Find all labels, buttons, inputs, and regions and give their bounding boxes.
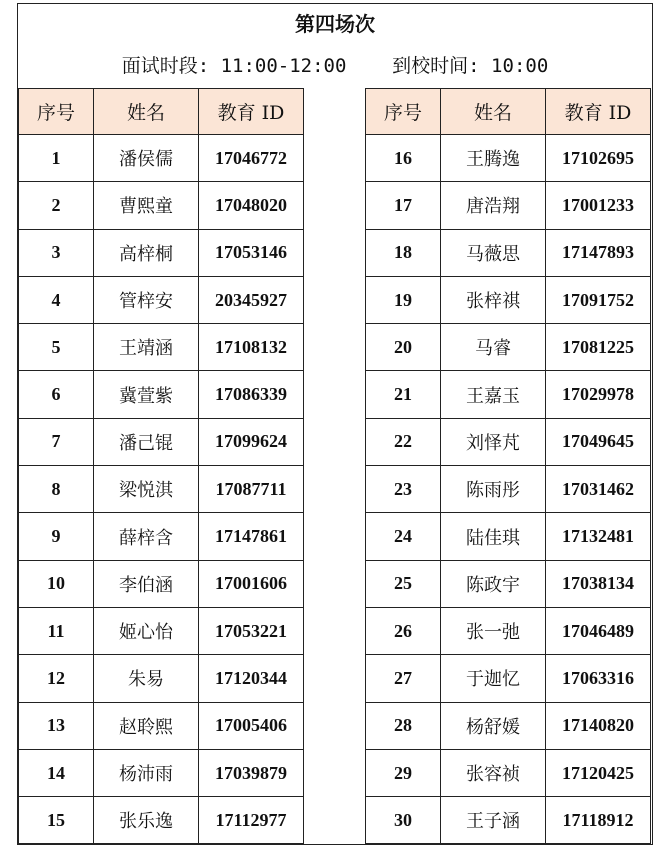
row-seq: 26: [366, 607, 441, 654]
table-row: [19, 466, 304, 513]
table-row: [366, 324, 651, 371]
row-seq: 29: [366, 749, 441, 796]
row-name: 张梓祺: [441, 276, 546, 323]
row-name: 张一弛: [441, 607, 546, 654]
row-seq: 20: [366, 324, 441, 371]
row-seq: 9: [19, 513, 94, 560]
row-name: 李伯涵: [94, 560, 199, 607]
row-id: 17046489: [546, 607, 651, 654]
row-name: 姬心怡: [94, 607, 199, 654]
row-id: 17086339: [199, 371, 304, 418]
table-row: [19, 749, 304, 796]
row-seq: 12: [19, 655, 94, 702]
row-id: 17087711: [199, 466, 304, 513]
row-name: 王靖涵: [94, 324, 199, 371]
table-row: [19, 513, 304, 560]
row-seq: 28: [366, 702, 441, 749]
row-id: 17001606: [199, 560, 304, 607]
row-name: 于迦忆: [441, 655, 546, 702]
table-row: [366, 418, 651, 465]
row-seq: 25: [366, 560, 441, 607]
row-id: 17099624: [199, 418, 304, 465]
row-seq: 10: [19, 560, 94, 607]
table-row: [366, 182, 651, 229]
row-seq: 11: [19, 607, 94, 654]
row-seq: 17: [366, 182, 441, 229]
row-id: 17140820: [546, 702, 651, 749]
row-id: 17039879: [199, 749, 304, 796]
row-id: 17031462: [546, 466, 651, 513]
row-name: 刘怿芃: [441, 418, 546, 465]
table-row: [19, 276, 304, 323]
row-seq: 18: [366, 229, 441, 276]
row-seq: 23: [366, 466, 441, 513]
row-name: 曹熙童: [94, 182, 199, 229]
row-id: 17118912: [546, 797, 651, 844]
table-row: [366, 371, 651, 418]
table-row: [19, 135, 304, 182]
row-id: 17102695: [546, 135, 651, 182]
row-name: 唐浩翔: [441, 182, 546, 229]
table-row: [366, 513, 651, 560]
table-row: [366, 560, 651, 607]
row-name: 朱易: [94, 655, 199, 702]
row-seq: 30: [366, 797, 441, 844]
row-seq: 3: [19, 229, 94, 276]
row-name: 陈雨彤: [441, 466, 546, 513]
header-name: 姓名: [441, 89, 546, 135]
row-name: 潘己锟: [94, 418, 199, 465]
header-seq: 序号: [19, 89, 94, 135]
row-name: 马睿: [441, 324, 546, 371]
row-id: 17053146: [199, 229, 304, 276]
row-name: 王子涵: [441, 797, 546, 844]
table-row: [19, 182, 304, 229]
table-row: [366, 797, 651, 844]
row-id: 17120425: [546, 749, 651, 796]
row-name: 张乐逸: [94, 797, 199, 844]
row-name: 高梓桐: [94, 229, 199, 276]
row-seq: 8: [19, 466, 94, 513]
row-name: 管梓安: [94, 276, 199, 323]
row-id: 17049645: [546, 418, 651, 465]
row-seq: 22: [366, 418, 441, 465]
row-seq: 15: [19, 797, 94, 844]
row-id: 17001233: [546, 182, 651, 229]
row-id: 17048020: [199, 182, 304, 229]
header-id: 教育 ID: [199, 89, 304, 135]
row-seq: 27: [366, 655, 441, 702]
header-row: [366, 89, 651, 135]
left-roster-table: [18, 88, 304, 844]
row-id: 17132481: [546, 513, 651, 560]
table-row: [366, 607, 651, 654]
row-seq: 6: [19, 371, 94, 418]
table-row: [366, 276, 651, 323]
table-row: [19, 797, 304, 844]
table-row: [366, 655, 651, 702]
table-row: [366, 229, 651, 276]
row-name: 王腾逸: [441, 135, 546, 182]
row-name: 杨沛雨: [94, 749, 199, 796]
row-name: 梁悦淇: [94, 466, 199, 513]
table-row: [19, 324, 304, 371]
row-seq: 7: [19, 418, 94, 465]
header-row: [19, 89, 304, 135]
row-id: 17005406: [199, 702, 304, 749]
row-seq: 14: [19, 749, 94, 796]
session-title: 第四场次: [295, 12, 375, 36]
row-id: 17063316: [546, 655, 651, 702]
row-id: 17147861: [199, 513, 304, 560]
row-name: 赵聆熙: [94, 702, 199, 749]
row-name: 陈政宇: [441, 560, 546, 607]
row-name: 杨舒媛: [441, 702, 546, 749]
table-row: [366, 702, 651, 749]
row-name: 冀萱紫: [94, 371, 199, 418]
table-row: [19, 702, 304, 749]
table-row: [366, 749, 651, 796]
row-seq: 2: [19, 182, 94, 229]
header-seq: 序号: [366, 89, 441, 135]
table-row: [366, 466, 651, 513]
row-seq: 1: [19, 135, 94, 182]
row-id: 17147893: [546, 229, 651, 276]
table-row: [19, 655, 304, 702]
right-roster-table: [365, 88, 651, 844]
schedule-sheet: [17, 3, 653, 845]
table-row: [19, 418, 304, 465]
table-row: [19, 560, 304, 607]
row-seq: 4: [19, 276, 94, 323]
row-name: 马薇思: [441, 229, 546, 276]
row-id: 17038134: [546, 560, 651, 607]
session-time-info: 面试时段: 11:00-12:00 到校时间: 10:00: [121, 55, 549, 77]
row-name: 王嘉玉: [441, 371, 546, 418]
row-id: 17029978: [546, 371, 651, 418]
row-name: 张容祯: [441, 749, 546, 796]
header-name: 姓名: [94, 89, 199, 135]
row-seq: 16: [366, 135, 441, 182]
row-id: 20345927: [199, 276, 304, 323]
row-id: 17046772: [199, 135, 304, 182]
row-id: 17081225: [546, 324, 651, 371]
row-name: 潘侯儒: [94, 135, 199, 182]
table-row: [19, 371, 304, 418]
row-seq: 13: [19, 702, 94, 749]
table-row: [19, 229, 304, 276]
row-name: 薛梓含: [94, 513, 199, 560]
table-row: [19, 607, 304, 654]
table-row: [366, 135, 651, 182]
row-seq: 24: [366, 513, 441, 560]
row-seq: 19: [366, 276, 441, 323]
row-id: 17112977: [199, 797, 304, 844]
row-id: 17091752: [546, 276, 651, 323]
header-id: 教育 ID: [546, 89, 651, 135]
row-name: 陆佳琪: [441, 513, 546, 560]
row-id: 17120344: [199, 655, 304, 702]
row-seq: 5: [19, 324, 94, 371]
row-seq: 21: [366, 371, 441, 418]
row-id: 17108132: [199, 324, 304, 371]
row-id: 17053221: [199, 607, 304, 654]
